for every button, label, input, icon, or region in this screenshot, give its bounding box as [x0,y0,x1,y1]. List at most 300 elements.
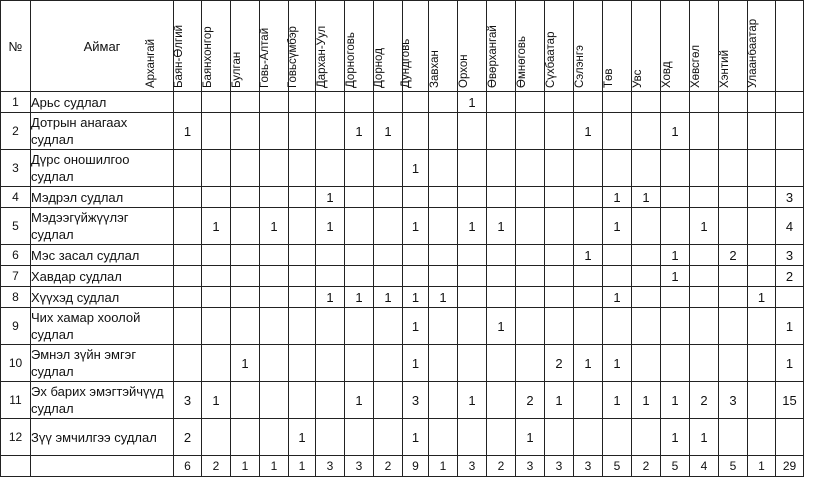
count-cell [516,266,545,287]
count-cell: 1 [458,382,487,419]
count-cell [231,150,260,187]
count-cell: 1 [632,382,661,419]
totals-num [1,456,31,477]
count-cell [661,150,690,187]
count-cell [719,208,748,245]
count-cell [174,308,202,345]
count-cell [260,287,289,308]
count-cell [574,266,603,287]
count-cell [289,266,316,287]
count-cell: 3 [174,382,202,419]
count-cell [458,266,487,287]
specialty-name: Мэдээгүйжүүлэг судлал [31,208,174,245]
header-province-label: Сэлэнгэ [574,45,586,88]
count-cell [202,245,231,266]
count-cell [458,419,487,456]
count-cell: 15 [776,382,804,419]
header-province-label: Төв [603,68,615,88]
count-cell: 1 [661,382,690,419]
count-cell [345,266,374,287]
count-cell [202,266,231,287]
count-cell [316,92,345,113]
total-cell: 2 [487,456,516,477]
specialty-name: Мэс засал судлал [31,245,174,266]
count-cell [776,113,804,150]
count-cell: 1 [661,266,690,287]
count-cell [690,113,719,150]
count-cell [458,345,487,382]
count-cell [345,245,374,266]
count-cell: 1 [403,208,429,245]
count-cell [545,266,574,287]
header-province-label: Өмнөговь [516,35,528,88]
specialty-name: Арьс судлал [31,92,174,113]
count-cell [429,419,458,456]
count-cell: 1 [776,345,804,382]
count-cell: 1 [429,287,458,308]
count-cell: 2 [776,266,804,287]
count-cell [174,150,202,187]
count-cell [260,382,289,419]
count-cell: 1 [776,308,804,345]
count-cell [289,345,316,382]
count-cell [690,92,719,113]
count-cell [260,419,289,456]
count-cell: 3 [776,245,804,266]
count-cell [231,287,260,308]
header-province-label: Өвөрхангай [487,25,499,88]
count-cell [545,419,574,456]
count-cell: 1 [403,345,429,382]
count-cell: 2 [719,245,748,266]
total-cell: 3 [516,456,545,477]
row-number: 11 [1,382,31,419]
table-row [1,92,804,113]
count-cell [487,345,516,382]
count-cell [748,150,776,187]
count-cell: 1 [260,208,289,245]
count-cell [661,92,690,113]
count-cell [487,113,516,150]
count-cell [748,113,776,150]
count-cell [429,92,458,113]
count-cell [574,382,603,419]
count-cell [487,419,516,456]
specialty-name: Дотрын анагаах судлал [31,113,174,150]
count-cell: 1 [690,208,719,245]
count-cell [632,266,661,287]
count-cell [345,187,374,208]
count-cell: 2 [545,345,574,382]
count-cell [231,208,260,245]
total-cell: 1 [231,456,260,477]
count-cell [574,92,603,113]
count-cell [289,208,316,245]
count-cell [719,308,748,345]
row-number: 9 [1,308,31,345]
total-cell: 2 [632,456,661,477]
header-province-label: Дундговь [400,38,412,88]
count-cell [748,419,776,456]
header-province-label: Увс [632,69,644,88]
count-cell: 1 [574,345,603,382]
count-cell [748,266,776,287]
table-row [1,419,804,456]
count-cell [748,208,776,245]
row-number: 5 [1,208,31,245]
header-province-label: Булган [231,51,243,88]
count-cell [316,345,345,382]
count-cell [719,150,748,187]
count-cell [632,208,661,245]
table-row [1,245,804,266]
count-cell: 1 [403,287,429,308]
count-cell [632,245,661,266]
count-cell: 1 [316,187,345,208]
count-cell [174,245,202,266]
total-cell: 3 [458,456,487,477]
count-cell [516,150,545,187]
count-cell [632,92,661,113]
row-number: 6 [1,245,31,266]
count-cell [429,187,458,208]
count-cell [316,245,345,266]
count-cell [748,92,776,113]
total-cell: 9 [403,456,429,477]
row-number: 2 [1,113,31,150]
table-row [1,150,804,187]
count-cell [403,245,429,266]
total-cell: 1 [429,456,458,477]
specialty-name: Хүүхэд судлал [31,287,174,308]
count-cell: 4 [776,208,804,245]
count-cell [748,187,776,208]
total-cell: 5 [661,456,690,477]
header-province-label: Сүхбаатар [545,31,557,88]
count-cell [289,287,316,308]
count-cell [661,308,690,345]
count-cell [545,245,574,266]
count-cell [748,308,776,345]
count-cell [174,187,202,208]
count-cell [202,287,231,308]
total-cell: 3 [345,456,374,477]
count-cell [516,113,545,150]
count-cell [458,187,487,208]
count-cell [429,382,458,419]
count-cell [316,150,345,187]
count-cell [345,208,374,245]
total-cell: 2 [202,456,231,477]
count-cell [458,308,487,345]
count-cell: 1 [545,382,574,419]
specialty-name: Дүрс оношилгоо судлал [31,150,174,187]
count-cell [429,245,458,266]
count-cell [231,308,260,345]
count-cell [289,187,316,208]
count-cell [374,245,403,266]
count-cell [516,345,545,382]
count-cell: 1 [345,113,374,150]
count-cell [174,287,202,308]
count-cell [174,92,202,113]
count-cell [632,419,661,456]
count-cell [429,345,458,382]
header-row [1,1,804,92]
count-cell: 1 [403,308,429,345]
count-cell [316,382,345,419]
specialty-name: Хавдар судлал [31,266,174,287]
header-aimag: Аймаг [31,1,174,92]
header-province-label: Баянхонгор [202,26,214,88]
count-cell [345,92,374,113]
header-province-label: Хөвсгөл [690,44,702,88]
count-cell [632,345,661,382]
count-cell [690,245,719,266]
count-cell [202,150,231,187]
row-number: 4 [1,187,31,208]
count-cell [719,266,748,287]
count-cell: 1 [516,419,545,456]
specialty-name: Чих хамар хоолой судлал [31,308,174,345]
count-cell: 1 [603,345,632,382]
header-province-label: Улаанбаатар [746,18,759,88]
count-cell [632,287,661,308]
count-cell [690,266,719,287]
header-province-label: Завхан [429,50,441,88]
header-province-label: Дорноговь [345,32,357,88]
count-cell [748,245,776,266]
specialty-name: Эх барих эмэгтэйчүүд судлал [31,382,174,419]
count-cell [603,92,632,113]
count-cell [516,208,545,245]
count-cell [260,92,289,113]
count-cell: 1 [661,419,690,456]
count-cell [174,266,202,287]
total-cell: 6 [174,456,202,477]
count-cell [316,266,345,287]
count-cell: 1 [345,287,374,308]
count-cell: 1 [603,187,632,208]
count-cell: 1 [174,113,202,150]
count-cell [487,150,516,187]
count-cell: 1 [748,287,776,308]
count-cell [231,92,260,113]
header-num: № [1,1,31,92]
count-cell [260,113,289,150]
count-cell [202,345,231,382]
header-province-label: Архангай [144,38,157,88]
count-cell [719,287,748,308]
count-cell [429,308,458,345]
count-cell [458,113,487,150]
count-cell [487,382,516,419]
count-cell [374,382,403,419]
count-cell [603,308,632,345]
count-cell [661,208,690,245]
count-cell [260,266,289,287]
count-cell [174,208,202,245]
count-cell: 1 [661,113,690,150]
count-cell: 1 [403,419,429,456]
count-cell [289,382,316,419]
header-province-label: Орхон [458,54,470,88]
count-cell [260,308,289,345]
count-cell: 1 [458,92,487,113]
table-row [1,308,804,345]
count-cell: 1 [603,208,632,245]
count-cell [403,187,429,208]
table-row [1,382,804,419]
count-cell [202,308,231,345]
total-cell: 1 [260,456,289,477]
count-cell [458,150,487,187]
count-cell [202,92,231,113]
count-cell: 3 [403,382,429,419]
header-province-label: Дорнод [372,48,385,88]
count-cell [429,266,458,287]
count-cell [260,187,289,208]
total-cell: 29 [776,456,804,477]
count-cell: 1 [403,150,429,187]
count-cell [231,187,260,208]
total-cell: 3 [574,456,603,477]
count-cell [719,113,748,150]
count-cell [632,308,661,345]
count-cell [545,150,574,187]
count-cell [545,92,574,113]
total-cell: 2 [374,456,403,477]
count-cell: 2 [516,382,545,419]
count-cell [690,287,719,308]
count-cell [545,187,574,208]
table-row [1,187,804,208]
count-cell [458,245,487,266]
count-cell [487,187,516,208]
count-cell [316,113,345,150]
count-cell: 1 [374,113,403,150]
count-cell [574,187,603,208]
table-row [1,266,804,287]
count-cell [719,187,748,208]
specialty-name: Зүү эмчилгээ судлал [31,419,174,456]
count-cell [231,419,260,456]
row-number: 1 [1,92,31,113]
header-province-label: Хэнтий [718,49,731,88]
count-cell [316,308,345,345]
count-cell: 2 [690,382,719,419]
table-row [1,345,804,382]
count-cell [231,266,260,287]
count-cell [202,113,231,150]
count-cell [374,92,403,113]
total-cell: 3 [545,456,574,477]
count-cell [574,208,603,245]
count-cell [231,382,260,419]
count-cell [374,419,403,456]
count-cell [289,92,316,113]
table-row [1,287,804,308]
count-cell [574,308,603,345]
count-cell [289,308,316,345]
count-cell [458,287,487,308]
header-province-label: Говьсүмбэр [287,26,299,88]
header-province-label: Дархан-Уул [316,25,328,88]
count-cell [719,419,748,456]
row-number: 8 [1,287,31,308]
count-cell [632,113,661,150]
totals-row [1,456,804,477]
count-cell [661,345,690,382]
count-cell [374,150,403,187]
count-cell [429,113,458,150]
count-cell: 1 [374,287,403,308]
count-cell [545,308,574,345]
count-cell: 1 [487,208,516,245]
count-cell [429,150,458,187]
count-cell [260,245,289,266]
count-cell [345,345,374,382]
count-cell [690,150,719,187]
count-cell [403,266,429,287]
count-cell [487,266,516,287]
count-cell [403,92,429,113]
header-province-label: Баян-Өлгий [173,24,185,88]
count-cell: 3 [719,382,748,419]
count-cell [661,187,690,208]
count-cell: 1 [603,382,632,419]
row-number: 7 [1,266,31,287]
table-row [1,208,804,245]
count-cell: 3 [776,187,804,208]
count-cell [690,187,719,208]
count-cell [545,208,574,245]
count-cell [374,345,403,382]
total-cell: 4 [690,456,719,477]
count-cell: 1 [345,382,374,419]
count-cell [776,419,804,456]
count-cell [345,308,374,345]
count-cell [603,113,632,150]
count-cell [487,245,516,266]
count-cell [719,345,748,382]
count-cell [603,245,632,266]
count-cell [574,287,603,308]
total-cell: 3 [316,456,345,477]
count-cell [316,419,345,456]
table-row [1,113,804,150]
count-cell: 1 [202,382,231,419]
count-cell [661,287,690,308]
count-cell: 1 [458,208,487,245]
count-cell [719,92,748,113]
count-cell [603,419,632,456]
count-cell: 1 [603,287,632,308]
count-cell: 1 [231,345,260,382]
count-cell [545,287,574,308]
count-cell [603,266,632,287]
count-cell [487,287,516,308]
count-cell [374,266,403,287]
count-cell [231,245,260,266]
count-cell: 1 [487,308,516,345]
count-cell [202,419,231,456]
count-cell [231,113,260,150]
count-cell: 1 [690,419,719,456]
count-cell [776,287,804,308]
header-province-label: Говь-Алтай [259,27,271,88]
count-cell [632,150,661,187]
